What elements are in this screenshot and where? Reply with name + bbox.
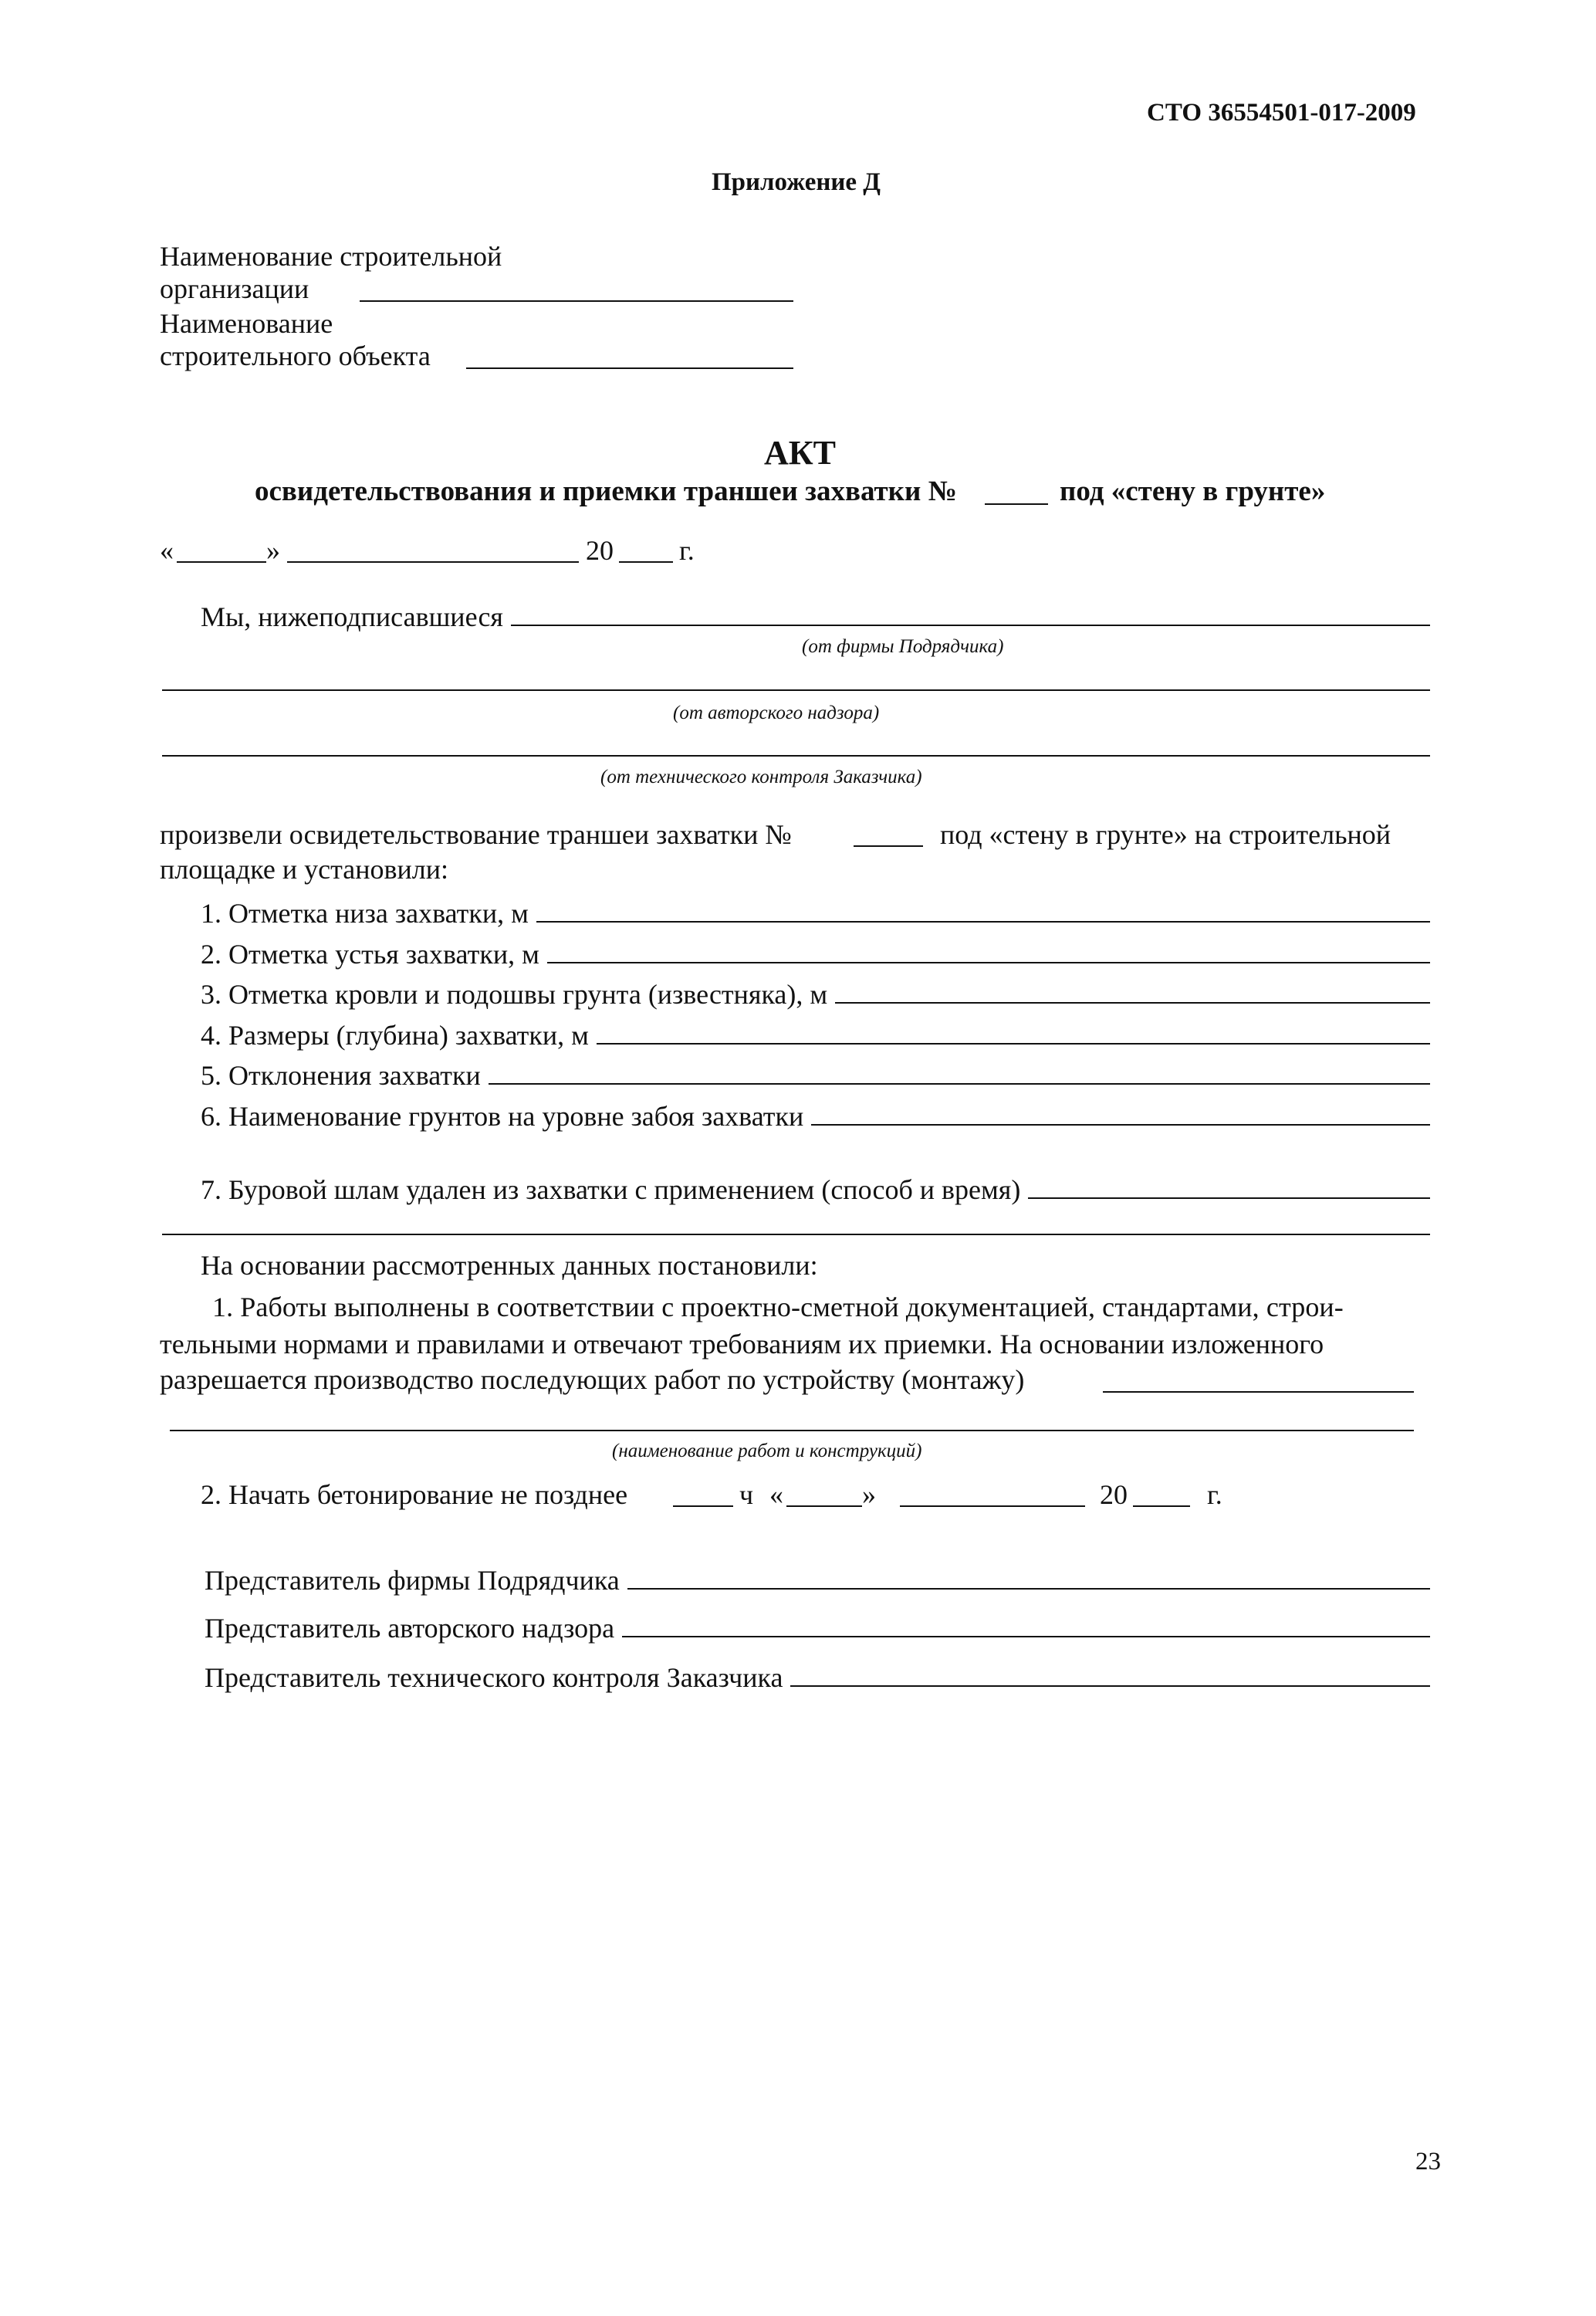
date-year-prefix: 20: [586, 535, 614, 566]
item-bottom-label: 1. Отметка низа захватки, м: [201, 898, 529, 929]
decision-p1-line2: тельными нормами и правилами и отвечают требованиям их приемки. На основании изложенного: [160, 1329, 1324, 1359]
item-roof-label: 3. Отметка кровли и подошвы грунта (известняка), м: [201, 979, 828, 1010]
caption-supervision: (от авторского надзора): [673, 703, 880, 723]
inspection-text-suffix: под «стену в грунте» на строительной: [940, 819, 1391, 850]
concrete-year-field[interactable]: [1133, 1505, 1190, 1507]
subsequent-works-field-continued[interactable]: [170, 1430, 1414, 1431]
subsequent-works-field[interactable]: [1103, 1391, 1414, 1393]
caption-contractor: (от фирмы Подрядчика): [802, 636, 1004, 657]
list-item: [201, 938, 1430, 970]
object-name-field[interactable]: [466, 367, 793, 369]
act-subtitle-suffix: под «стену в грунте»: [1060, 476, 1326, 507]
item-deviation-field[interactable]: [489, 1060, 1430, 1085]
signature-contractor-label: Представитель фирмы Подрядчика: [205, 1565, 620, 1596]
item-sludge-field[interactable]: [1028, 1174, 1430, 1199]
signature-supervision-label: Представитель авторского надзора: [205, 1613, 615, 1644]
decision-p2-year-suffix: г.: [1207, 1479, 1222, 1510]
concrete-day-field[interactable]: [786, 1505, 862, 1507]
act-title: АКТ: [764, 434, 837, 472]
item-depth-label: 4. Размеры (глубина) захватки, м: [201, 1020, 589, 1051]
caption-customer: (от технического контроля Заказчика): [600, 767, 922, 787]
signature-customer-field[interactable]: [790, 1662, 1430, 1687]
item-mouth-field[interactable]: [547, 939, 1430, 963]
org-label-line2: организации: [160, 273, 309, 304]
signature-row: [205, 1661, 1430, 1694]
org-label-line1: Наименование строительной: [160, 241, 502, 272]
decision-p2-open-quote: «: [769, 1479, 783, 1510]
date-year-suffix: г.: [679, 535, 695, 566]
date-close-quote: »: [266, 535, 280, 566]
decision-p1-line1: 1. Работы выполнены в соответствии с проектно-сметной документацией, стандартами, строи-: [212, 1292, 1344, 1322]
item-deviation-label: 5. Отклонения захватки: [201, 1060, 481, 1091]
appendix-title: Приложение Д: [712, 168, 881, 196]
signature-supervision-field[interactable]: [622, 1613, 1430, 1637]
supervision-signer-field[interactable]: [162, 689, 1430, 691]
date-day-field[interactable]: [177, 561, 266, 563]
inspection-text-line2: площадке и установили:: [160, 854, 448, 885]
item-soil-label: 6. Наименование грунтов на уровне забоя захватки: [201, 1101, 804, 1132]
list-item: [201, 1019, 1430, 1051]
customer-signer-field[interactable]: [162, 755, 1430, 757]
list-item: [201, 1173, 1430, 1206]
decision-p1-line3: разрешается производство последующих работ по устройству (монтажу): [160, 1364, 1025, 1395]
inspection-text-prefix: произвели освидетельствование траншеи захватки №: [160, 819, 792, 850]
date-year-field[interactable]: [619, 561, 673, 563]
act-subtitle-prefix: освидетельствования и приемки траншеи захватки №: [255, 476, 957, 507]
item-sludge-label: 7. Буровой шлам удален из захватки с применением (способ и время): [201, 1174, 1021, 1205]
decision-p2-close-quote: »: [862, 1479, 876, 1510]
page-number: 23: [1415, 2148, 1441, 2175]
org-name-field[interactable]: [360, 300, 793, 302]
decision-intro: На основании рассмотренных данных постановили:: [201, 1250, 818, 1281]
inspection-capture-number-field[interactable]: [854, 845, 923, 847]
object-label-line2: строительного объекта: [160, 340, 431, 371]
contractor-signer-field[interactable]: [511, 601, 1430, 626]
signers-row: [201, 601, 1430, 633]
signers-intro: Мы, нижеподписавшиеся: [201, 601, 503, 632]
date-month-field[interactable]: [287, 561, 579, 563]
decision-p2-hour: ч: [739, 1479, 754, 1510]
document-code: СТО 36554501-017-2009: [1147, 99, 1416, 127]
signature-customer-label: Представитель технического контроля Заказчика: [205, 1662, 783, 1693]
decision-p2-year-prefix: 20: [1100, 1479, 1128, 1510]
list-item: [201, 1100, 1430, 1133]
item-mouth-label: 2. Отметка устья захватки, м: [201, 939, 539, 970]
item-depth-field[interactable]: [597, 1020, 1430, 1045]
item-soil-field[interactable]: [811, 1101, 1430, 1126]
list-item: [201, 978, 1430, 1011]
decision-p2-prefix: 2. Начать бетонирование не позднее: [201, 1479, 628, 1510]
item-sludge-field-continued[interactable]: [162, 1234, 1430, 1235]
object-label-line1: Наименование: [160, 308, 333, 339]
date-open-quote: «: [160, 535, 174, 566]
list-item: [201, 897, 1430, 929]
signature-contractor-field[interactable]: [627, 1565, 1430, 1590]
signature-row: [205, 1564, 1430, 1596]
concrete-month-field[interactable]: [900, 1505, 1085, 1507]
act-capture-number-field[interactable]: [985, 503, 1048, 505]
item-bottom-field[interactable]: [536, 898, 1430, 923]
signature-row: [205, 1612, 1430, 1644]
item-roof-field[interactable]: [835, 979, 1430, 1004]
list-item: [201, 1059, 1430, 1092]
concrete-hour-field[interactable]: [673, 1505, 733, 1507]
caption-works: (наименование работ и конструкций): [612, 1441, 922, 1461]
